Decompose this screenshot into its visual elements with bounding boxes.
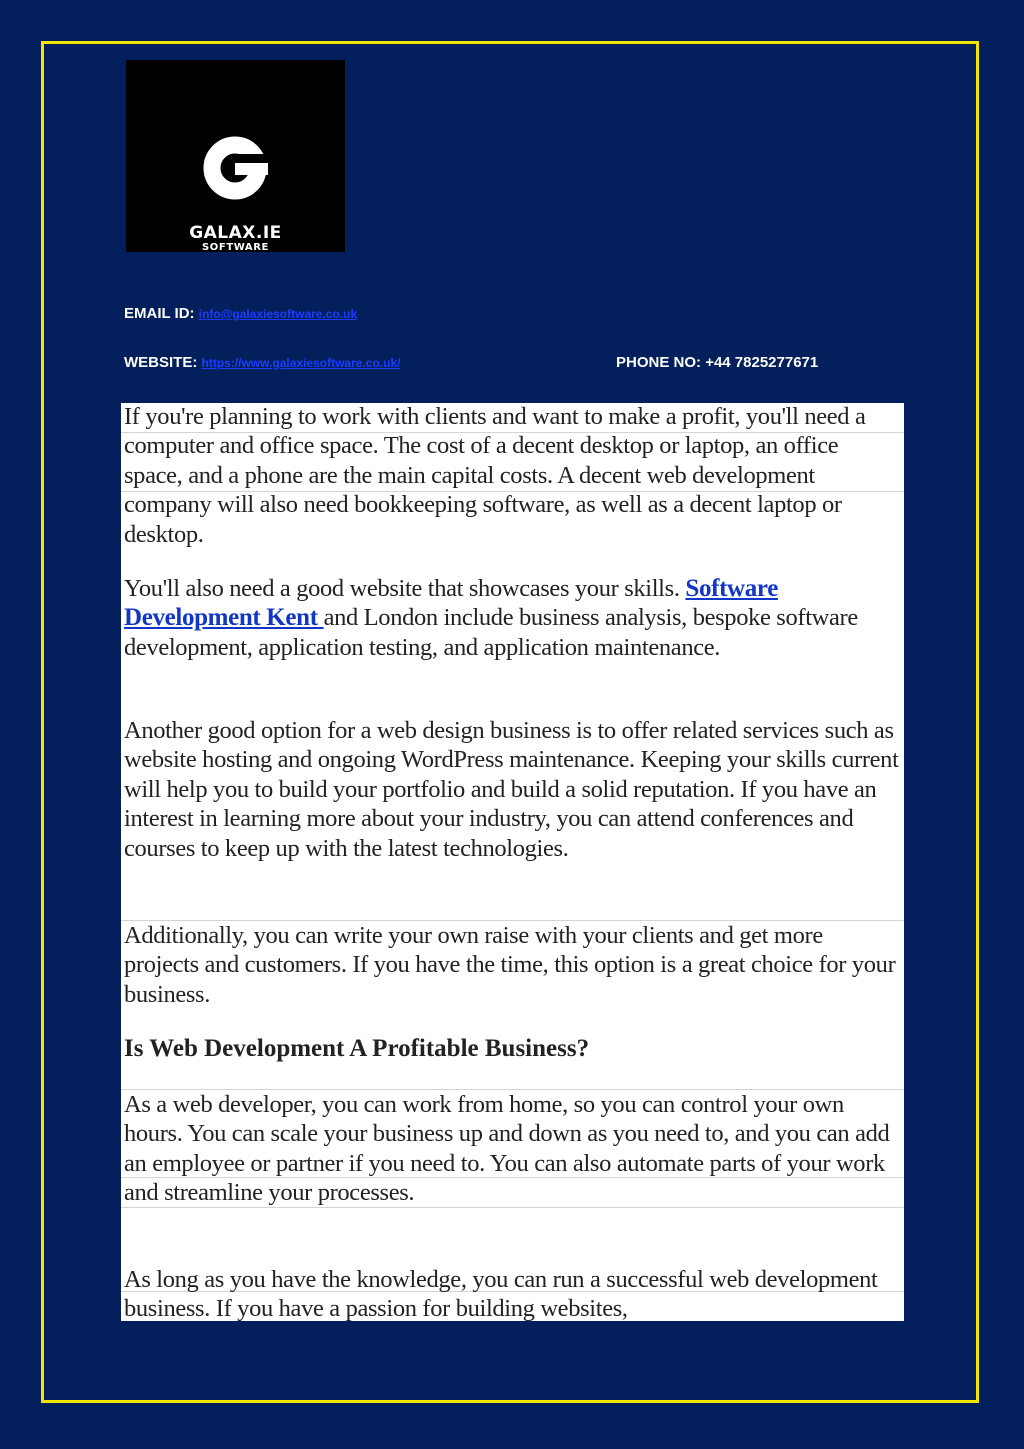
- paragraph-related-services: Another good option for a web design business is to offer related services such as website hosting and ongoing WordPress maintenance. Keeping your skills current will help you to build your portfolio and build a solid reputation. If you have an interest in learning more about your industry, you can attend conferences and courses to keep up with the latest technologies.: [124, 717, 899, 862]
- website-label: WEBSITE:: [124, 354, 198, 371]
- paragraph-successful-business: As long as you have the knowledge, you can run a successful web development business. If you have a passion for building websites,: [124, 1266, 878, 1321]
- software-development-kent-link[interactable]: Software Development Kent: [124, 575, 778, 632]
- paragraph-work-from-home: As a web developer, you can work from home, so you can control your own hours. You can scale your business up and down as you need to, and you can add an employee or partner if you need to. You can also automate parts of your work and streamline your processes.: [124, 1091, 890, 1207]
- email-label: EMAIL ID:: [124, 305, 195, 322]
- website-line: [124, 354, 400, 372]
- phone-line: [616, 354, 818, 372]
- website-link[interactable]: https://www.galaxiesoftware.co.uk/: [201, 356, 401, 370]
- section-heading: Is Web Development A Profitable Business?: [124, 1035, 590, 1062]
- article-body: [121, 403, 904, 1321]
- paragraph-capital-costs: If you're planning to work with clients and want to make a profit, you'll need a computer and office space. The cost of a decent desktop or laptop, an office space, and a phone are the main capital costs. A decent web development company will also need bookkeeping software, as well as a decent laptop or desktop.: [124, 403, 866, 548]
- email-line: [124, 305, 357, 323]
- email-link[interactable]: info@galaxiesoftware.co.uk: [198, 307, 358, 321]
- paragraph-text: and London include business analysis, bespoke software development, application testing, and application maintenance.: [124, 604, 858, 661]
- company-logo: [126, 60, 345, 252]
- paragraph-text: You'll also need a good website that showcases your skills.: [124, 575, 680, 602]
- phone-label: PHONE NO:: [616, 354, 702, 371]
- logo-subtitle: SOFTWARE: [201, 242, 269, 253]
- paragraph-raise: Additionally, you can write your own raise with your clients and get more projects and customers. If you have the time, this option is a great choice for your business.: [124, 922, 896, 1008]
- phone-number: +44 7825277671: [705, 354, 819, 371]
- logo-wordmark: GALAX.IE: [189, 223, 282, 243]
- paragraph-website-skills: [124, 574, 902, 662]
